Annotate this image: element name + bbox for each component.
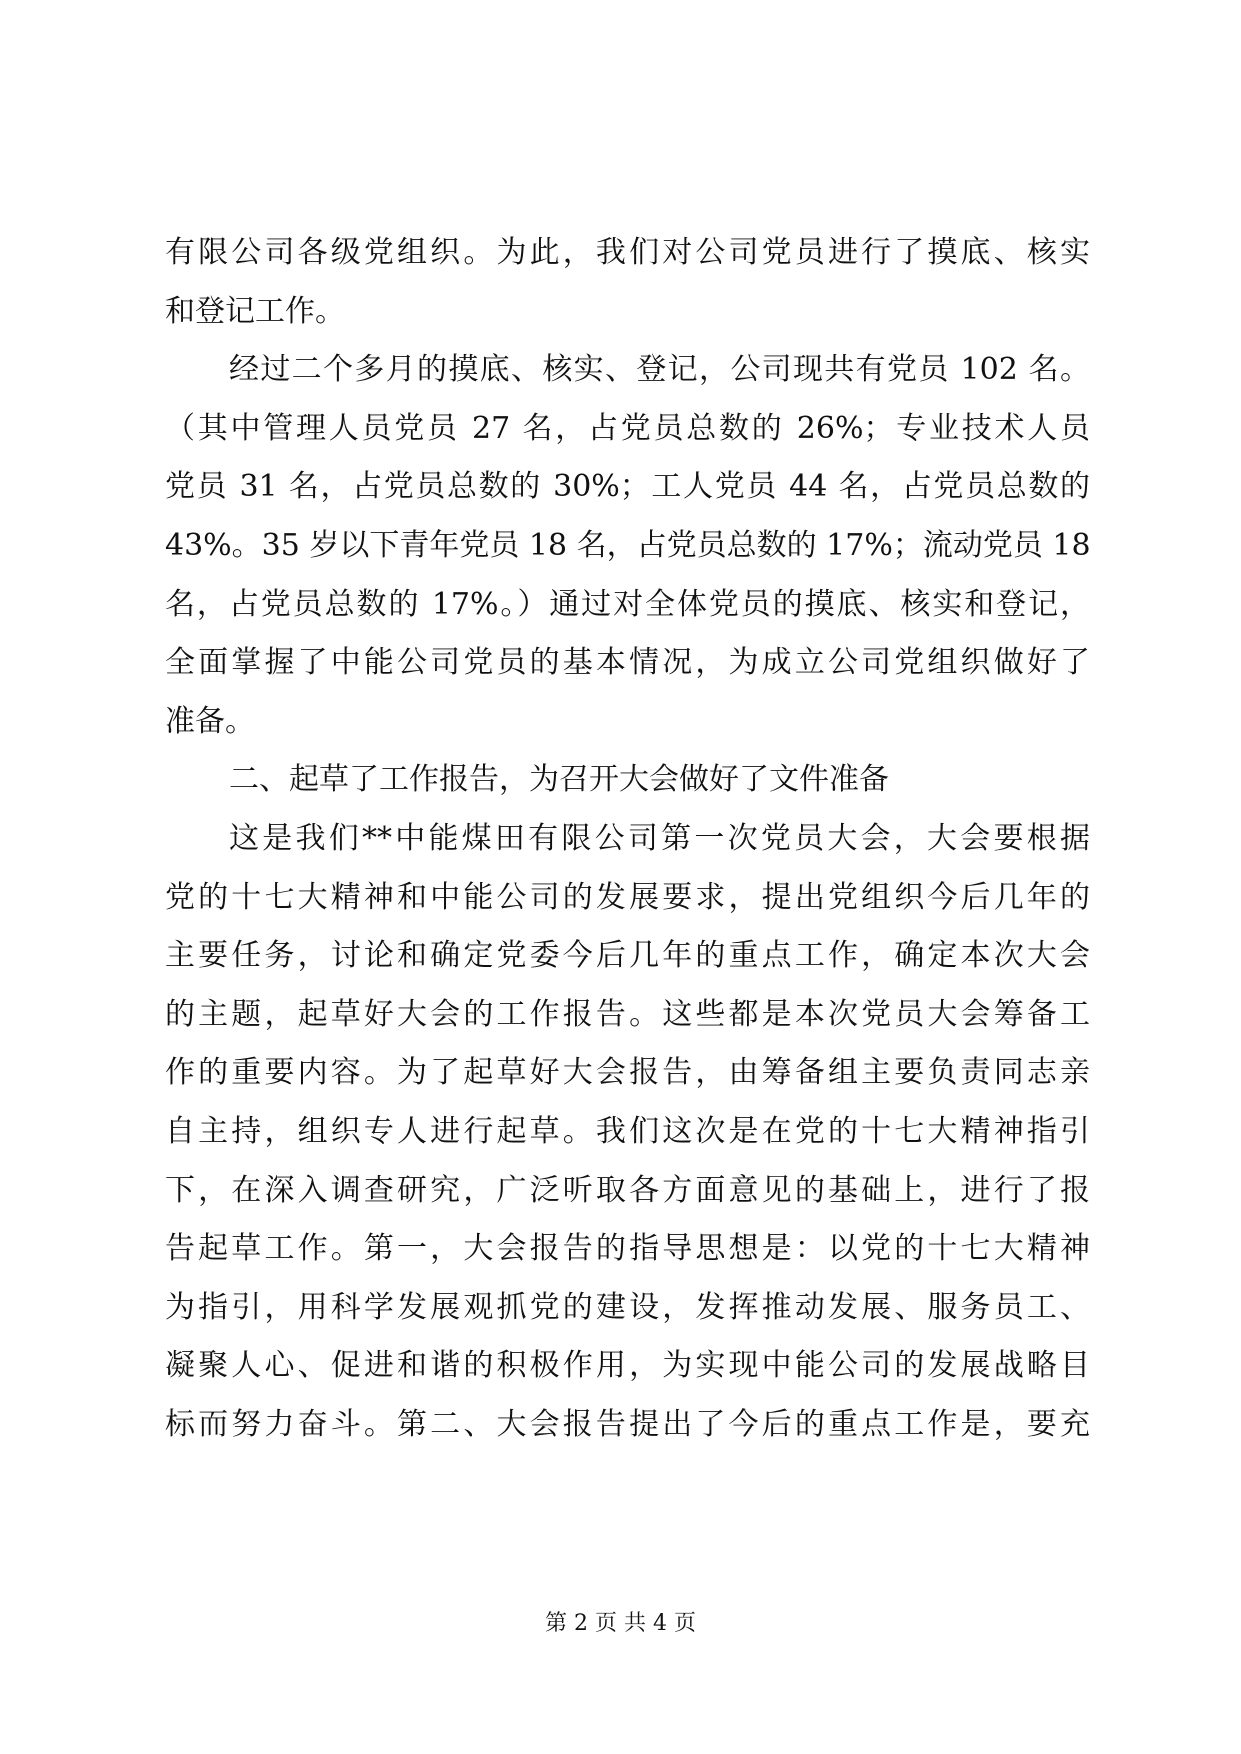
text-line: 准备。	[165, 703, 255, 739]
text-line: 为指引，用科学发展观抓党的建设，发挥推动发展、服务员工、	[165, 1289, 1090, 1325]
text-line: 名，占党员总数的 17%。）通过对全体党员的摸底、核实和登记，	[165, 586, 1090, 622]
paragraph-start-line: 经过二个多月的摸底、核实、登记，公司现共有党员 102 名。	[229, 352, 1090, 388]
text-line: 告起草工作。第一，大会报告的指导思想是：以党的十七大精神	[165, 1231, 1090, 1267]
text-line: 主要任务，讨论和确定党委今后几年的重点工作，确定本次大会	[165, 938, 1090, 974]
paragraph-start-line: 这是我们**中能煤田有限公司第一次党员大会，大会要根据	[229, 820, 1090, 856]
body-text	[165, 224, 1090, 1454]
section-heading: 二、起草了工作报告，为召开大会做好了文件准备	[229, 762, 889, 798]
text-line: 作的重要内容。为了起草好大会报告，由筹备组主要负责同志亲	[165, 1055, 1090, 1091]
text-line: 党的十七大精神和中能公司的发展要求，提出党组织今后几年的	[165, 879, 1090, 915]
text-line: 凝聚人心、促进和谐的积极作用，为实现中能公司的发展战略目	[165, 1348, 1090, 1384]
text-line: 自主持，组织专人进行起草。我们这次是在党的十七大精神指引	[165, 1113, 1090, 1149]
text-line: 全面掌握了中能公司党员的基本情况，为成立公司党组织做好了	[165, 645, 1090, 681]
text-line: 43%。35 岁以下青年党员 18 名，占党员总数的 17%；流动党员 18	[165, 527, 1091, 563]
text-line: （其中管理人员党员 27 名，占党员总数的 26%；专业技术人员	[165, 410, 1090, 446]
text-line: 党员 31 名，占党员总数的 30%；工人党员 44 名，占党员总数的	[165, 469, 1090, 505]
page-number-footer: 第 2 页 共 4 页	[545, 1611, 696, 1636]
text-line: 标而努力奋斗。第二、大会报告提出了今后的重点工作是，要充	[165, 1406, 1090, 1442]
text-line: 有限公司各级党组织。为此，我们对公司党员进行了摸底、核实	[165, 235, 1090, 270]
text-line: 的主题，起草好大会的工作报告。这些都是本次党员大会筹备工	[165, 996, 1090, 1032]
text-line: 下，在深入调查研究，广泛听取各方面意见的基础上，进行了报	[165, 1172, 1090, 1208]
text-line: 和登记工作。	[165, 293, 345, 329]
